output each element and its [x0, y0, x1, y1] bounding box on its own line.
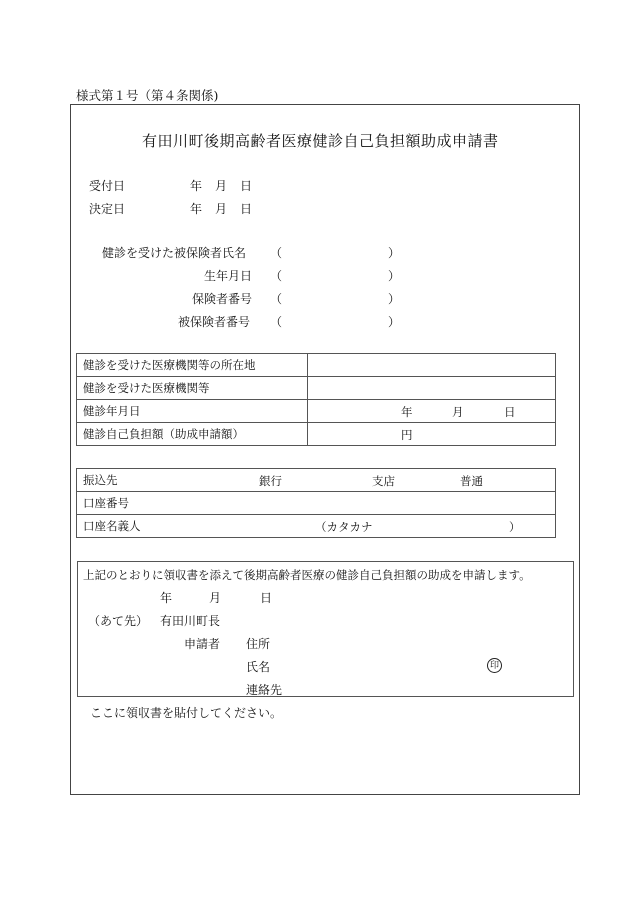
- account-type: 普通: [460, 474, 483, 488]
- table-row: [77, 354, 556, 377]
- application-day-unit: 日: [260, 591, 273, 605]
- form-number-label: 様式第１号（第４条関係): [76, 88, 219, 103]
- table-row: [77, 469, 556, 492]
- insurer-number-open-paren: （: [270, 292, 283, 306]
- decided-day-unit: 日: [240, 202, 253, 216]
- table-row: [77, 492, 556, 515]
- table-row: [77, 377, 556, 400]
- applicant-name-label: 氏名: [246, 660, 271, 674]
- insured-number-open-paren: （: [270, 315, 283, 329]
- exam-info-table: [76, 353, 556, 446]
- received-year-unit: 年: [190, 179, 203, 193]
- exam-date-field[interactable]: [308, 400, 556, 423]
- exam-month-unit: 月: [452, 405, 464, 419]
- addressee-label: （あて先）: [88, 614, 149, 628]
- received-month-unit: 月: [215, 179, 228, 193]
- table-row: [77, 515, 556, 538]
- facility-name-field[interactable]: [308, 377, 556, 400]
- insured-number-label: 被保険者番号: [178, 315, 251, 329]
- amount-label: 健診自己負担額（助成申請額）: [77, 423, 308, 446]
- table-row: [77, 400, 556, 423]
- application-year-unit: 年: [160, 591, 173, 605]
- addressee: 有田川町長: [160, 614, 221, 628]
- yen-unit: 円: [401, 428, 413, 442]
- exam-date-label: 健診年月日: [77, 400, 308, 423]
- transfer-row[interactable]: [77, 469, 556, 492]
- account-holder-label: 口座名義人: [83, 519, 141, 533]
- bank-unit: 銀行: [259, 474, 282, 488]
- birth-date-label: 生年月日: [204, 269, 253, 283]
- exam-year-unit: 年: [401, 405, 413, 419]
- application-box: [77, 561, 574, 697]
- form-title: 有田川町後期高齢者医療健診自己負担額助成申請書: [142, 132, 499, 150]
- branch-unit: 支店: [372, 474, 395, 488]
- application-month-unit: 月: [209, 591, 222, 605]
- insured-name-label: 健診を受けた被保険者氏名: [102, 246, 247, 260]
- insured-number-close-paren: ）: [388, 315, 401, 329]
- facility-address-label: 健診を受けた医療機関等の所在地: [77, 354, 308, 377]
- insurer-number-close-paren: ）: [388, 292, 401, 306]
- account-number-label: 口座番号: [83, 496, 129, 510]
- decided-year-unit: 年: [190, 202, 203, 216]
- facility-address-field[interactable]: [308, 354, 556, 377]
- account-number-row[interactable]: [77, 492, 556, 515]
- receipt-paste-note: ここに領収書を貼付してください。: [90, 706, 283, 720]
- exam-day-unit: 日: [504, 405, 516, 419]
- transfer-label: 振込先: [83, 473, 118, 487]
- receipt-paste-area[interactable]: [77, 722, 574, 788]
- applicant-address-label: 住所: [246, 637, 271, 651]
- table-row: [77, 423, 556, 446]
- facility-name-label: 健診を受けた医療機関等: [77, 377, 308, 400]
- account-holder-row[interactable]: [77, 515, 556, 538]
- applicant-label: 申請者: [184, 637, 221, 651]
- decided-date-label: 決定日: [89, 202, 126, 216]
- insured-name-open-paren: （: [270, 246, 283, 260]
- katakana-close-paren: ）: [509, 520, 521, 534]
- amount-field[interactable]: [308, 423, 556, 446]
- applicant-contact-label: 連絡先: [246, 683, 283, 697]
- bank-info-table: [76, 468, 556, 538]
- application-statement: 上記のとおりに領収書を添えて後期高齢者医療の健診自己負担額の助成を申請します。: [83, 568, 531, 582]
- decided-month-unit: 月: [215, 202, 228, 216]
- birth-date-close-paren: ）: [388, 269, 401, 283]
- seal-icon: 印: [487, 658, 502, 673]
- received-date-label: 受付日: [89, 179, 126, 193]
- received-day-unit: 日: [240, 179, 253, 193]
- katakana-open-paren: （カタカナ: [315, 520, 373, 534]
- insurer-number-label: 保険者番号: [192, 292, 253, 306]
- insured-name-close-paren: ）: [388, 246, 401, 260]
- birth-date-open-paren: （: [270, 269, 283, 283]
